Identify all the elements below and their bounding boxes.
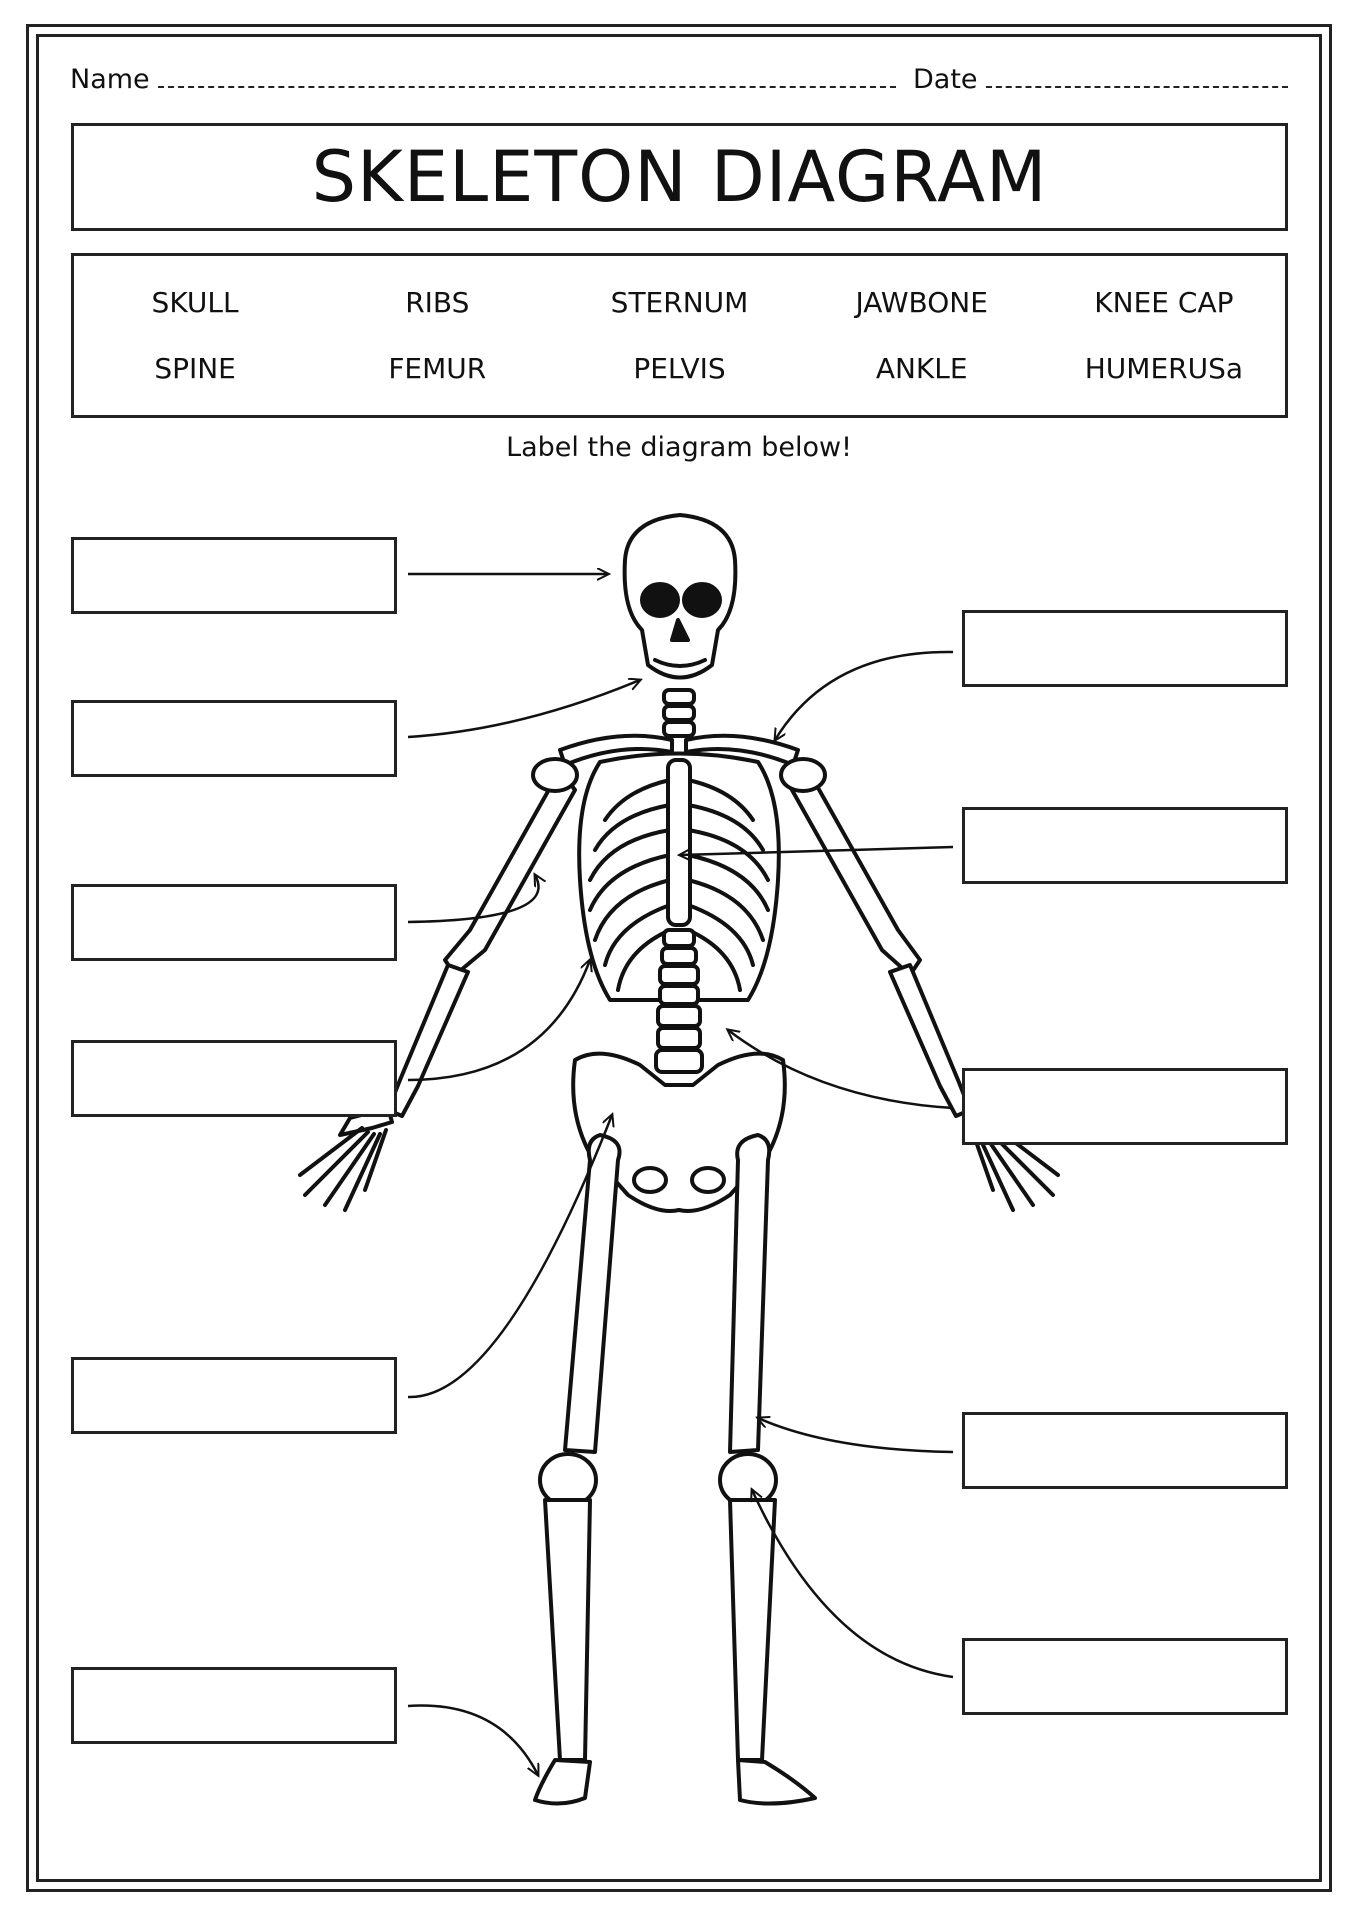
page-title: SKELETON DIAGRAM [311, 136, 1048, 218]
word-femur: FEMUR [388, 351, 487, 385]
answer-box-5[interactable] [71, 1357, 397, 1434]
name-label: Name [70, 64, 150, 95]
word-skull: SKULL [151, 286, 239, 320]
left-eye-socket [642, 584, 678, 616]
right-humerus [792, 770, 920, 975]
answer-box-8[interactable] [962, 807, 1288, 884]
word-jawbone: JAWBONE [855, 286, 988, 320]
left-forearm [388, 965, 468, 1116]
right-eye-socket [684, 584, 720, 616]
left-tibia [545, 1500, 590, 1760]
answer-box-3[interactable] [71, 884, 397, 961]
word-spine: SPINE [154, 351, 236, 385]
right-foot [738, 1760, 815, 1804]
left-hand [300, 1108, 392, 1210]
word-humerus: HUMERUSa [1084, 351, 1244, 385]
left-shoulder [533, 759, 577, 791]
arrow-femur-right [758, 1418, 953, 1452]
word-ankle: ANKLE [875, 351, 968, 385]
answer-box-4[interactable] [71, 1040, 397, 1117]
right-forearm [890, 965, 970, 1116]
arrow-knee-cap [752, 1490, 953, 1677]
word-sternum: STERNUM [610, 286, 749, 320]
answer-box-11[interactable] [962, 1638, 1288, 1715]
date-label: Date [913, 64, 978, 95]
word-ribs: RIBS [405, 286, 470, 320]
left-humerus [445, 770, 575, 975]
arrow-jawbone [408, 680, 640, 737]
word-knee-cap: KNEE CAP [1094, 286, 1234, 320]
instruction-text: Label the diagram below! [506, 432, 852, 463]
answer-box-1[interactable] [71, 537, 397, 614]
answer-box-9[interactable] [962, 1068, 1288, 1145]
answer-box-7[interactable] [962, 610, 1288, 687]
answer-box-2[interactable] [71, 700, 397, 777]
answer-box-6[interactable] [71, 1667, 397, 1744]
skeleton-figure [300, 515, 1058, 1804]
word-pelvis: PELVIS [633, 351, 726, 385]
arrow-ankle [408, 1706, 538, 1775]
right-shoulder [781, 759, 825, 791]
sternum [668, 760, 690, 925]
left-femur [565, 1135, 620, 1452]
right-femur [730, 1135, 769, 1452]
right-tibia [730, 1500, 775, 1760]
answer-box-10[interactable] [962, 1412, 1288, 1489]
arrow-clavicle [775, 652, 953, 740]
left-foot [535, 1760, 590, 1804]
